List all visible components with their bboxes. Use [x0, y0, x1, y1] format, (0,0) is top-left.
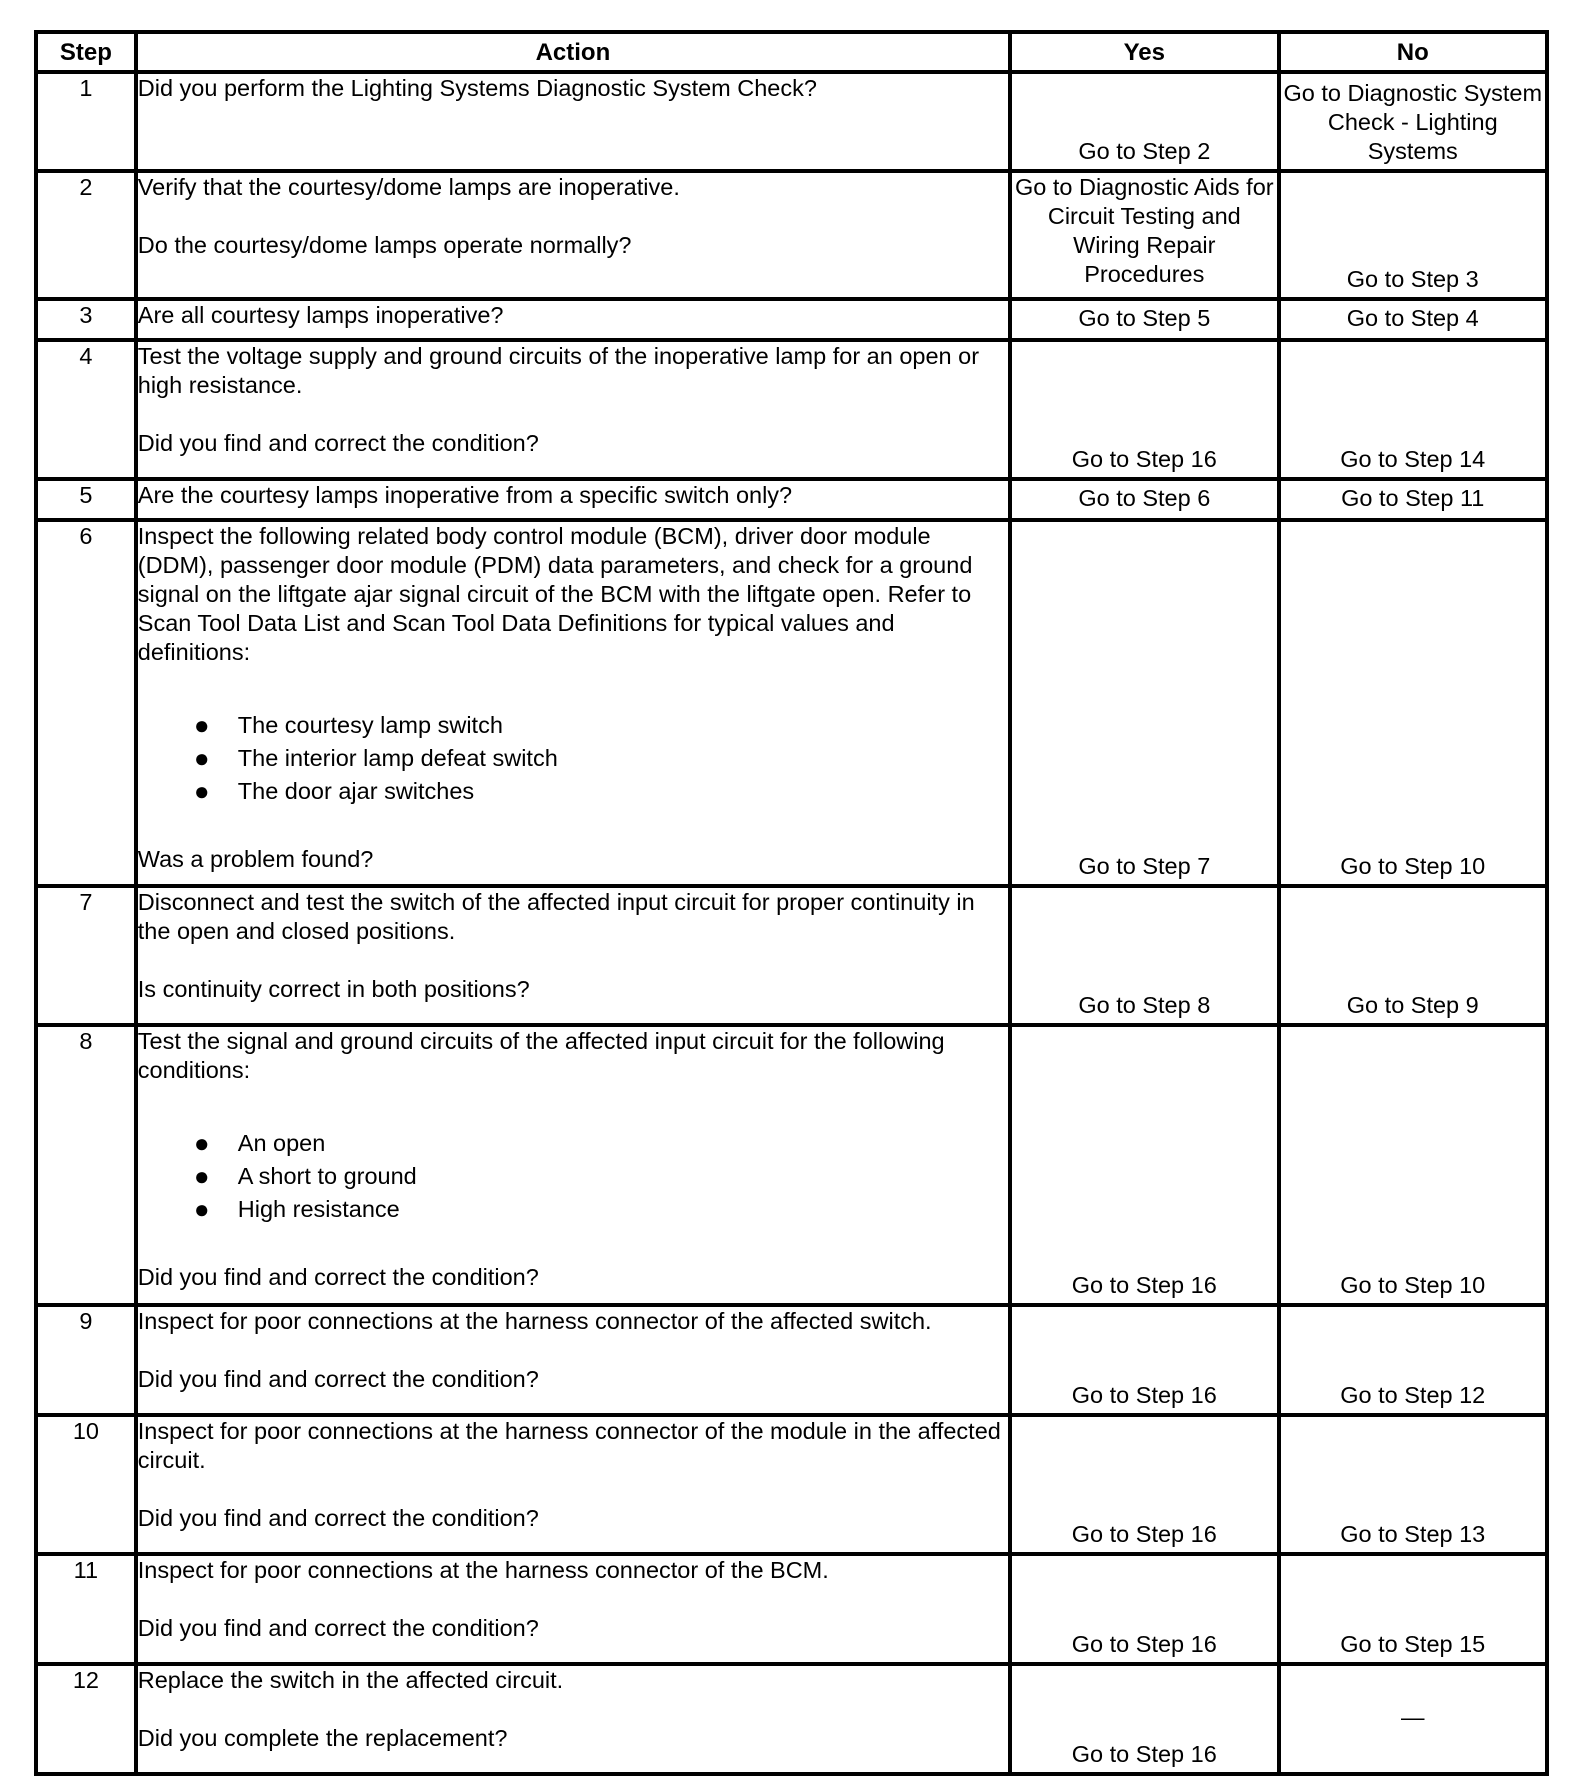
bullet-icon: ● — [193, 1161, 210, 1191]
step-number: 8 — [36, 1025, 136, 1305]
no-cell — [1279, 1415, 1547, 1554]
yes-text: Go to Step 6 — [1078, 484, 1211, 511]
action-cell — [136, 1305, 1010, 1415]
list-item: ● The courtesy lamp switch — [138, 709, 1008, 742]
no-text: Go to Step 12 — [1340, 1382, 1486, 1408]
action-text: Inspect for poor connections at the harness connector of the BCM. — [137, 1557, 829, 1583]
action-text: Did you perform the Lighting Systems Diagnostic System Check? — [137, 75, 817, 101]
no-cell — [1279, 72, 1547, 171]
table-row — [36, 1025, 1547, 1305]
no-text: Go to Step 13 — [1340, 1521, 1486, 1547]
action-text: Verify that the courtesy/dome lamps are inoperative. — [137, 174, 680, 200]
table-row — [36, 72, 1547, 171]
diagnostic-table — [34, 30, 1549, 1776]
step-number: 7 — [36, 886, 136, 1025]
action-question: Was a problem found? — [137, 846, 374, 872]
list-item: ● A short to ground — [138, 1160, 1008, 1193]
table-row — [36, 1664, 1547, 1774]
list-item: ● The interior lamp defeat switch — [138, 742, 1008, 775]
yes-cell — [1010, 340, 1278, 479]
step-number: 4 — [36, 340, 136, 479]
action-cell — [136, 171, 1010, 299]
action-text: Inspect for poor connections at the harness connector of the affected switch. — [137, 1308, 932, 1334]
table-row — [36, 1415, 1547, 1554]
action-cell — [136, 886, 1010, 1025]
header-action: Action — [136, 32, 1010, 72]
no-cell — [1279, 1554, 1547, 1664]
yes-cell — [1010, 479, 1278, 520]
action-cell — [136, 299, 1010, 340]
action-cell — [136, 340, 1010, 479]
action-text: Are the courtesy lamps inoperative from a specific switch only? — [137, 482, 793, 508]
step-number: 12 — [36, 1664, 136, 1774]
table-row — [36, 520, 1547, 886]
action-text: Disconnect and test the switch of the affected input circuit for proper continuity in the open and closed positions. — [137, 889, 975, 944]
no-cell — [1279, 1664, 1547, 1774]
bullet-list — [138, 1127, 1008, 1226]
yes-cell — [1010, 1415, 1278, 1554]
no-cell — [1279, 1025, 1547, 1305]
no-text: Go to Step 9 — [1346, 992, 1479, 1018]
yes-cell — [1010, 1305, 1278, 1415]
header-step: Step — [36, 32, 136, 72]
step-number: 3 — [36, 299, 136, 340]
no-text: — — [1401, 1704, 1425, 1730]
bullet-icon: ● — [193, 1128, 210, 1158]
no-text: Go to Step 10 — [1340, 853, 1486, 879]
action-text: Inspect for poor connections at the harness connector of the module in the affected circuit. — [137, 1418, 1001, 1473]
no-cell — [1279, 479, 1547, 520]
list-item: ● The door ajar switches — [138, 775, 1008, 808]
yes-text: Go to Step 16 — [1071, 1741, 1217, 1767]
step-number: 9 — [36, 1305, 136, 1415]
table-row — [36, 299, 1547, 340]
step-number: 10 — [36, 1415, 136, 1554]
yes-cell — [1010, 1664, 1278, 1774]
yes-cell — [1010, 1025, 1278, 1305]
action-text: Test the voltage supply and ground circuits of the inoperative lamp for an open or high resistance. — [137, 343, 980, 398]
no-cell — [1279, 171, 1547, 299]
yes-cell — [1010, 1554, 1278, 1664]
action-text: Are all courtesy lamps inoperative? — [137, 302, 504, 328]
no-text: Go to Step 15 — [1340, 1631, 1486, 1657]
yes-text: Go to Step 16 — [1071, 1521, 1217, 1547]
bullet-icon: ● — [193, 743, 210, 773]
header-yes: Yes — [1010, 32, 1278, 72]
table-row — [36, 1305, 1547, 1415]
table-row — [36, 886, 1547, 1025]
action-question: Did you find and correct the condition? — [137, 1615, 539, 1641]
action-question: Did you find and correct the condition? — [137, 1505, 539, 1531]
no-text: Go to Diagnostic System Check - Lighting Systems — [1283, 80, 1543, 164]
no-cell — [1279, 1305, 1547, 1415]
no-cell — [1279, 886, 1547, 1025]
action-cell — [136, 1025, 1010, 1305]
step-number: 6 — [36, 520, 136, 886]
action-text: Inspect the following related body control module (BCM), driver door module (DDM), passenger door module (PDM) data parameters, and check for a ground signal on the liftgate ajar signal circuit of the BCM with the liftgate open. Refer to Scan Tool Data List and Scan Tool Data Definitions for typical values and definitions: — [137, 523, 973, 665]
action-cell — [136, 1415, 1010, 1554]
no-cell — [1279, 299, 1547, 340]
yes-text: Go to Step 16 — [1071, 1382, 1217, 1408]
yes-text: Go to Step 16 — [1071, 1272, 1217, 1298]
table-row — [36, 479, 1547, 520]
no-text: Go to Step 3 — [1346, 266, 1479, 292]
action-text: Replace the switch in the affected circuit. — [137, 1667, 564, 1693]
yes-text: Go to Diagnostic Aids for Circuit Testing and Wiring Repair Procedures — [1014, 174, 1274, 287]
list-item: ● An open — [138, 1127, 1008, 1160]
action-question: Did you find and correct the condition? — [137, 1264, 539, 1290]
action-cell — [136, 1554, 1010, 1664]
yes-cell — [1010, 520, 1278, 886]
action-question: Did you find and correct the condition? — [137, 1366, 539, 1392]
yes-cell — [1010, 299, 1278, 340]
action-cell — [136, 72, 1010, 171]
table-row — [36, 1554, 1547, 1664]
no-cell — [1279, 340, 1547, 479]
no-text: Go to Step 4 — [1346, 304, 1479, 331]
step-number: 5 — [36, 479, 136, 520]
action-text: Test the signal and ground circuits of the affected input circuit for the following conditions: — [137, 1028, 945, 1083]
yes-text: Go to Step 16 — [1071, 446, 1217, 472]
header-no: No — [1279, 32, 1547, 72]
no-text: Go to Step 14 — [1340, 446, 1486, 472]
action-question: Did you complete the replacement? — [137, 1725, 508, 1751]
no-text: Go to Step 11 — [1341, 484, 1485, 511]
step-number: 11 — [36, 1554, 136, 1664]
yes-cell — [1010, 886, 1278, 1025]
list-item: ● High resistance — [138, 1193, 1008, 1226]
bullet-list — [138, 709, 1008, 808]
yes-text: Go to Step 7 — [1078, 853, 1211, 879]
yes-cell — [1010, 72, 1278, 171]
action-question: Did you find and correct the condition? — [137, 430, 539, 456]
action-question: Is continuity correct in both positions? — [137, 976, 530, 1002]
yes-cell — [1010, 171, 1278, 299]
action-cell — [136, 479, 1010, 520]
yes-text: Go to Step 2 — [1078, 138, 1211, 164]
bullet-icon: ● — [193, 776, 210, 806]
no-text: Go to Step 10 — [1340, 1272, 1486, 1298]
action-cell — [136, 1664, 1010, 1774]
step-number: 2 — [36, 171, 136, 299]
bullet-icon: ● — [193, 1194, 210, 1224]
no-cell — [1279, 520, 1547, 886]
yes-text: Go to Step 5 — [1078, 304, 1211, 331]
table-row — [36, 340, 1547, 479]
table-row — [36, 171, 1547, 299]
yes-text: Go to Step 8 — [1078, 992, 1211, 1018]
action-question: Do the courtesy/dome lamps operate normally? — [137, 232, 632, 258]
bullet-icon: ● — [193, 710, 210, 740]
action-cell — [136, 520, 1010, 886]
header-row — [36, 32, 1547, 72]
step-number: 1 — [36, 72, 136, 171]
yes-text: Go to Step 16 — [1071, 1631, 1217, 1657]
